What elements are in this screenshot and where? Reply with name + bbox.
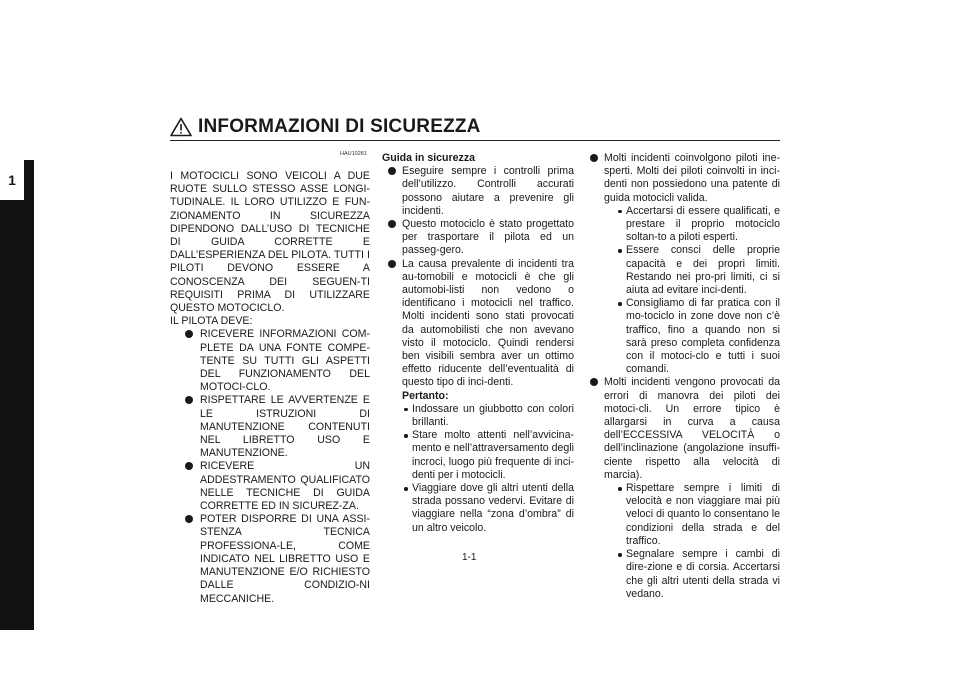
list-item: Molti incidenti coinvolgono piloti ine-sperti. Molti dei piloti coinvolti in inci-denti non possiedono una patente di guida motocicli valida. Accertarsi di essere qualificati, e prestare il proprio motociclo soltan-to a piloti esperti. Essere consci delle proprie capacità e dei propri limiti. Restando nei pro-pri limiti, ci si aiuta ad evitare inci-denti. Consigliamo di far pratica con il mo-tociclo in zone dove non c’è traffico, fino a quando non si sarà preso completa confidenza con il motoci-clo e tutti i suoi comandi. — [584, 152, 780, 376]
small-bullet-icon — [404, 408, 408, 412]
chapter-tab — [0, 160, 34, 630]
bullet-dot-icon — [590, 154, 598, 162]
list-item: POTER DISPORRE DI UNA ASSI-STENZA TECNICA PROFESSIONA-LE, COME INDICATO NEL LIBRETTO USO E MANUTENZIONE E/O RICHIESTO DALLE CONDIZIO-NI MECCANICHE. — [170, 513, 370, 605]
list-item: Essere consci delle proprie capacità e dei propri limiti. Restando nei pro-pri limiti, ci si aiuta ad evitare inci-denti. — [604, 244, 780, 297]
bullet-dot-icon — [185, 515, 193, 523]
list-item: Viaggiare dove gli altri utenti della strada possano vedervi. Evitare di viaggiare nella “zona d’ombra” di un altro veicolo. — [382, 482, 574, 535]
bullet-dot-icon — [388, 167, 396, 175]
small-bullet-icon — [618, 249, 622, 253]
list-item: Stare molto attenti nell’avvicina-mento e nell’attraversamento degli incroci, luogo più frequente di inci-denti per i motocicli. — [382, 429, 574, 482]
bullet-dot-icon — [388, 220, 396, 228]
list-item: Molti incidenti vengono provocati da errori di manovra dei piloti dei motoci-cli. Un errore tipico è allargarsi in curva a causa dell’ECCESSIVA VELOCITÀ o dell’inclinazione (angolazione insuffi-ciente rispetto alla velocità di marcia). Rispettare sempre i limiti di velocità e non viaggiare mai più veloci di quanto lo consentano le condizioni della strada e del traffico. Segnalare sempre i cambi di dire-zione e di corsia. Accertarsi che gli altri utenti della strada vi vedano. — [584, 376, 780, 600]
warning-triangle-icon — [170, 117, 192, 137]
list-item: Accertarsi di essere qualificati, e prestare il proprio motociclo soltan-to a piloti esperti. — [604, 205, 780, 245]
page-number: 1-1 — [462, 552, 477, 563]
column-3 — [584, 152, 780, 601]
chapter-tab-label-box — [0, 160, 24, 200]
list-item: La causa prevalente di incidenti tra au-tomobili e motocicli è che gli automobi-listi non vedono o identificano i motocicli nel traffico. Molti incidenti sono stati provocati da automobilisti che non avevano visto il motociclo. Quindi rendersi ben visibili sembra aver un ottimo effetto riducente dell’eventualità di questo tipo di inci-denti. — [382, 258, 574, 390]
small-bullet-icon — [618, 487, 622, 491]
pertanto-label: Pertanto: — [402, 389, 449, 402]
small-bullet-icon — [618, 210, 622, 214]
document-code: HAU10281 — [340, 151, 367, 157]
column-1 — [170, 170, 370, 606]
list-item: Consigliamo di far pratica con il mo-tociclo in zone dove non c’è traffico, fino a quando non si sarà preso completa confidenza con il motoci-clo e tutti i suoi comandi. — [604, 297, 780, 376]
speed-tips-list — [604, 482, 780, 601]
list-item: Questo motociclo è stato progettato per trasportare il pilota ed un passeg-gero. — [382, 218, 574, 258]
list-item: Eseguire sempre i controlli prima dell’utilizzo. Controlli accurati possono aiutare a prevenire gli incidenti. — [382, 165, 574, 218]
visibility-tips-list — [382, 403, 574, 535]
list-item: Rispettare sempre i limiti di velocità e non viaggiare mai più veloci di quanto lo consentano le condizioni della strada e del traffico. — [604, 482, 780, 548]
intro-paragraph: I MOTOCICLI SONO VEICOLI A DUE RUOTE SULLO STESSO ASSE LONGI-TUDINALE. IL LORO UTILIZZO E FUN-ZIONAMENTO IN SICUREZZA DIPENDONO DALL’USO DI TECNICHE DI GUIDA CORRETTE E DALL’ESPERIENZA DEL PILOTA. TUTTI I PILOTI DEVONO ESSERE A CONOSCENZA DEI SEGUEN-TI REQUISITI PRIMA DI UTILIZZARE QUESTO MOTOCICLO. — [170, 170, 370, 315]
bullet-dot-icon — [590, 378, 598, 386]
list-item: Segnalare sempre i cambi di dire-zione e di corsia. Accertarsi che gli altri utenti della strada vi vedano. — [604, 548, 780, 601]
list-item: RICEVERE INFORMAZIONI COM-PLETE DA UNA FONTE COMPE-TENTE SU TUTTI GLI ASPETTI DEL FUNZIONAMENTO DEL MOTOCI-CLO. — [170, 328, 370, 394]
safe-riding-list — [382, 165, 574, 389]
bullet-dot-icon — [388, 260, 396, 268]
accident-causes-list — [584, 152, 780, 601]
rider-requirements-list — [170, 328, 370, 605]
small-bullet-icon — [404, 434, 408, 438]
small-bullet-icon — [404, 487, 408, 491]
list-item: Indossare un giubbotto con colori brillanti. — [382, 403, 574, 429]
section-heading: Guida in sicurezza — [382, 152, 476, 164]
column-2 — [382, 152, 574, 535]
small-bullet-icon — [618, 302, 622, 306]
bullet-dot-icon — [185, 396, 193, 404]
inexperience-tips-list — [604, 205, 780, 377]
bullet-dot-icon — [185, 330, 193, 338]
title-divider — [170, 140, 780, 141]
bullet-dot-icon — [185, 462, 193, 470]
chapter-number: 1 — [8, 172, 16, 188]
rider-requirements-lead: IL PILOTA DEVE: — [170, 315, 253, 328]
list-item: RISPETTARE LE AVVERTENZE E LE ISTRUZIONI DI MANUTENZIONE CONTENUTI NEL LIBRETTO USO E MANUTENZIONE. — [170, 394, 370, 460]
page-title: INFORMAZIONI DI SICUREZZA — [198, 116, 481, 137]
page-header — [170, 116, 780, 138]
small-bullet-icon — [618, 553, 622, 557]
list-item: RICEVERE UN ADDESTRAMENTO QUALIFICATO NELLE TECNICHE DI GUIDA CORRETTE ED IN SICUREZ-ZA. — [170, 460, 370, 513]
